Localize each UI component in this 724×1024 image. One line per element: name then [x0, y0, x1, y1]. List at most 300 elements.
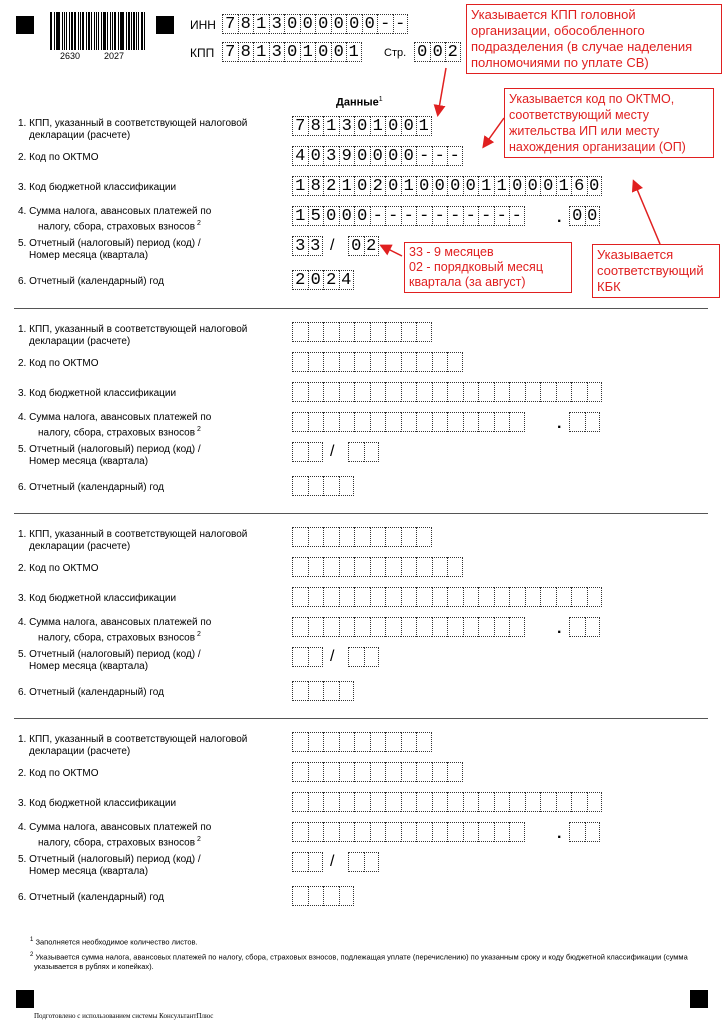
digit-cell[interactable]: 3: [269, 14, 285, 34]
digit-cell[interactable]: [292, 822, 308, 842]
digit-cell[interactable]: 1: [556, 176, 572, 196]
digit-cell[interactable]: 1: [300, 42, 316, 62]
field-kpp[interactable]: [292, 322, 432, 342]
digit-cell[interactable]: [308, 412, 324, 432]
digit-cell[interactable]: [509, 587, 525, 607]
digit-cell[interactable]: 1: [401, 176, 417, 196]
digit-cell[interactable]: [339, 352, 355, 372]
digit-cell[interactable]: [339, 732, 355, 752]
field-period-code[interactable]: [292, 852, 323, 872]
digit-cell[interactable]: 0: [463, 176, 479, 196]
digit-cell[interactable]: 0: [401, 116, 417, 136]
digit-cell[interactable]: 0: [315, 42, 331, 62]
digit-cell[interactable]: [323, 412, 339, 432]
digit-cell[interactable]: [401, 587, 417, 607]
digit-cell[interactable]: 2: [364, 236, 380, 256]
digit-cell[interactable]: 7: [292, 116, 308, 136]
digit-cell[interactable]: [339, 322, 355, 342]
field-sum-kopecks[interactable]: [569, 206, 600, 226]
digit-cell[interactable]: [463, 587, 479, 607]
digit-cell[interactable]: 2: [323, 176, 339, 196]
digit-cell[interactable]: [339, 792, 355, 812]
digit-cell[interactable]: 0: [331, 42, 347, 62]
digit-cell[interactable]: [385, 382, 401, 402]
digit-cell[interactable]: [339, 476, 355, 496]
digit-cell[interactable]: [569, 617, 585, 637]
digit-cell[interactable]: -: [478, 206, 494, 226]
field-period-month[interactable]: [348, 442, 379, 462]
digit-cell[interactable]: [292, 587, 308, 607]
digit-cell[interactable]: [571, 587, 587, 607]
digit-cell[interactable]: -: [370, 206, 386, 226]
field-period-month[interactable]: [348, 852, 379, 872]
digit-cell[interactable]: [339, 382, 355, 402]
field-year[interactable]: [292, 476, 354, 496]
digit-cell[interactable]: -: [416, 146, 432, 166]
digit-cell[interactable]: [339, 681, 355, 701]
digit-cell[interactable]: -: [401, 206, 417, 226]
digit-cell[interactable]: 0: [370, 146, 386, 166]
digit-cell[interactable]: 0: [585, 206, 601, 226]
field-sum-kopecks[interactable]: [569, 822, 600, 842]
digit-cell[interactable]: [354, 527, 370, 547]
digit-cell[interactable]: 0: [416, 176, 432, 196]
digit-cell[interactable]: 1: [292, 176, 308, 196]
digit-cell[interactable]: [292, 412, 308, 432]
digit-cell[interactable]: [478, 382, 494, 402]
digit-cell[interactable]: [401, 557, 417, 577]
digit-cell[interactable]: [323, 352, 339, 372]
digit-cell[interactable]: [447, 617, 463, 637]
digit-cell[interactable]: [587, 792, 603, 812]
digit-cell[interactable]: [494, 822, 510, 842]
digit-cell[interactable]: [401, 527, 417, 547]
digit-cell[interactable]: 0: [331, 14, 347, 34]
field-oktmo[interactable]: [292, 557, 463, 577]
digit-cell[interactable]: [432, 557, 448, 577]
digit-cell[interactable]: [416, 557, 432, 577]
field-sum-rubles[interactable]: [292, 412, 525, 432]
digit-cell[interactable]: 0: [284, 42, 300, 62]
digit-cell[interactable]: 0: [315, 14, 331, 34]
digit-cell[interactable]: [416, 527, 432, 547]
digit-cell[interactable]: [308, 681, 324, 701]
digit-cell[interactable]: 0: [385, 116, 401, 136]
digit-cell[interactable]: [339, 412, 355, 432]
digit-cell[interactable]: [308, 587, 324, 607]
digit-cell[interactable]: 0: [323, 206, 339, 226]
digit-cell[interactable]: [292, 852, 308, 872]
field-sum-kopecks[interactable]: [569, 412, 600, 432]
digit-cell[interactable]: [463, 412, 479, 432]
digit-cell[interactable]: [292, 322, 308, 342]
digit-cell[interactable]: [509, 792, 525, 812]
digit-cell[interactable]: 0: [354, 116, 370, 136]
digit-cell[interactable]: [416, 382, 432, 402]
digit-cell[interactable]: 0: [385, 176, 401, 196]
digit-cell[interactable]: [370, 322, 386, 342]
digit-cell[interactable]: 4: [339, 270, 355, 290]
digit-cell[interactable]: [354, 732, 370, 752]
digit-cell[interactable]: [463, 822, 479, 842]
field-year[interactable]: [292, 681, 354, 701]
digit-cell[interactable]: [308, 322, 324, 342]
digit-cell[interactable]: [370, 792, 386, 812]
digit-cell[interactable]: 0: [346, 14, 362, 34]
digit-cell[interactable]: [292, 762, 308, 782]
digit-cell[interactable]: 6: [571, 176, 587, 196]
digit-cell[interactable]: [540, 382, 556, 402]
digit-cell[interactable]: [370, 762, 386, 782]
digit-cell[interactable]: [348, 852, 364, 872]
digit-cell[interactable]: [556, 792, 572, 812]
digit-cell[interactable]: [587, 587, 603, 607]
digit-cell[interactable]: [370, 557, 386, 577]
digit-cell[interactable]: [585, 412, 601, 432]
digit-cell[interactable]: [432, 587, 448, 607]
digit-cell[interactable]: [364, 442, 380, 462]
digit-cell[interactable]: [385, 557, 401, 577]
digit-cell[interactable]: [540, 587, 556, 607]
digit-cell[interactable]: 1: [339, 176, 355, 196]
digit-cell[interactable]: [292, 442, 308, 462]
digit-cell[interactable]: [292, 352, 308, 372]
digit-cell[interactable]: 9: [339, 146, 355, 166]
digit-cell[interactable]: 8: [308, 176, 324, 196]
digit-cell[interactable]: [308, 886, 324, 906]
digit-cell[interactable]: [401, 352, 417, 372]
digit-cell[interactable]: [339, 822, 355, 842]
digit-cell[interactable]: -: [416, 206, 432, 226]
digit-cell[interactable]: [308, 527, 324, 547]
digit-cell[interactable]: [323, 527, 339, 547]
digit-cell[interactable]: 2: [370, 176, 386, 196]
digit-cell[interactable]: 1: [292, 206, 308, 226]
digit-cell[interactable]: [447, 412, 463, 432]
digit-cell[interactable]: [585, 617, 601, 637]
digit-cell[interactable]: -: [432, 206, 448, 226]
digit-cell[interactable]: [385, 792, 401, 812]
digit-cell[interactable]: [323, 886, 339, 906]
digit-cell[interactable]: [540, 792, 556, 812]
digit-cell[interactable]: [416, 322, 432, 342]
digit-cell[interactable]: [494, 617, 510, 637]
digit-cell[interactable]: -: [494, 206, 510, 226]
field-oktmo[interactable]: [292, 146, 463, 166]
digit-cell[interactable]: 8: [238, 42, 254, 62]
digit-cell[interactable]: [401, 412, 417, 432]
digit-cell[interactable]: [370, 352, 386, 372]
digit-cell[interactable]: [525, 587, 541, 607]
digit-cell[interactable]: 5: [308, 206, 324, 226]
digit-cell[interactable]: [478, 617, 494, 637]
digit-cell[interactable]: [348, 442, 364, 462]
digit-cell[interactable]: [370, 587, 386, 607]
digit-cell[interactable]: [478, 412, 494, 432]
digit-cell[interactable]: 0: [430, 42, 446, 62]
digit-cell[interactable]: 3: [292, 236, 308, 256]
digit-cell[interactable]: 0: [362, 14, 378, 34]
digit-cell[interactable]: [416, 732, 432, 752]
digit-cell[interactable]: 0: [300, 14, 316, 34]
digit-cell[interactable]: [308, 852, 324, 872]
digit-cell[interactable]: 3: [323, 146, 339, 166]
digit-cell[interactable]: [308, 732, 324, 752]
digit-cell[interactable]: [525, 792, 541, 812]
digit-cell[interactable]: [308, 822, 324, 842]
digit-cell[interactable]: [308, 647, 324, 667]
digit-cell[interactable]: [354, 822, 370, 842]
field-period-month[interactable]: [348, 647, 379, 667]
digit-cell[interactable]: [478, 587, 494, 607]
digit-cell[interactable]: [348, 647, 364, 667]
digit-cell[interactable]: 1: [370, 116, 386, 136]
digit-cell[interactable]: [354, 322, 370, 342]
digit-cell[interactable]: [478, 822, 494, 842]
digit-cell[interactable]: [416, 617, 432, 637]
digit-cell[interactable]: [370, 527, 386, 547]
field-oktmo[interactable]: [292, 762, 463, 782]
digit-cell[interactable]: [432, 617, 448, 637]
digit-cell[interactable]: 2: [445, 42, 461, 62]
digit-cell[interactable]: [308, 352, 324, 372]
digit-cell[interactable]: 0: [308, 270, 324, 290]
field-kpp[interactable]: [292, 732, 432, 752]
digit-cell[interactable]: [339, 587, 355, 607]
field-kpp[interactable]: [292, 527, 432, 547]
digit-cell[interactable]: [494, 792, 510, 812]
field-period-code[interactable]: [292, 236, 323, 256]
digit-cell[interactable]: [308, 762, 324, 782]
digit-cell[interactable]: [364, 647, 380, 667]
digit-cell[interactable]: [292, 382, 308, 402]
field-period-month[interactable]: [348, 236, 379, 256]
digit-cell[interactable]: 0: [525, 176, 541, 196]
digit-cell[interactable]: -: [385, 206, 401, 226]
field-period-code[interactable]: [292, 647, 323, 667]
field-period-code[interactable]: [292, 442, 323, 462]
digit-cell[interactable]: -: [463, 206, 479, 226]
digit-cell[interactable]: [323, 792, 339, 812]
digit-cell[interactable]: [339, 527, 355, 547]
digit-cell[interactable]: [354, 557, 370, 577]
digit-cell[interactable]: [401, 792, 417, 812]
digit-cell[interactable]: [571, 382, 587, 402]
digit-cell[interactable]: 3: [308, 236, 324, 256]
digit-cell[interactable]: [354, 352, 370, 372]
digit-cell[interactable]: [432, 792, 448, 812]
digit-cell[interactable]: 1: [253, 42, 269, 62]
digit-cell[interactable]: [463, 792, 479, 812]
field-kbk[interactable]: [292, 382, 602, 402]
digit-cell[interactable]: -: [432, 146, 448, 166]
digit-cell[interactable]: 0: [401, 146, 417, 166]
digit-cell[interactable]: 1: [323, 116, 339, 136]
digit-cell[interactable]: [292, 557, 308, 577]
digit-cell[interactable]: [323, 587, 339, 607]
digit-cell[interactable]: [494, 587, 510, 607]
digit-cell[interactable]: 7: [222, 14, 238, 34]
digit-cell[interactable]: 0: [447, 176, 463, 196]
digit-cell[interactable]: [525, 382, 541, 402]
digit-cell[interactable]: [463, 382, 479, 402]
digit-cell[interactable]: [509, 382, 525, 402]
digit-cell[interactable]: [323, 557, 339, 577]
digit-cell[interactable]: 0: [587, 176, 603, 196]
digit-cell[interactable]: 0: [569, 206, 585, 226]
digit-cell[interactable]: [323, 382, 339, 402]
digit-cell[interactable]: 0: [385, 146, 401, 166]
digit-cell[interactable]: 8: [238, 14, 254, 34]
digit-cell[interactable]: [401, 762, 417, 782]
digit-cell[interactable]: [385, 412, 401, 432]
digit-cell[interactable]: [401, 822, 417, 842]
digit-cell[interactable]: [370, 412, 386, 432]
digit-cell[interactable]: [385, 587, 401, 607]
digit-cell[interactable]: [447, 557, 463, 577]
digit-cell[interactable]: [292, 886, 308, 906]
field-sum-kopecks[interactable]: [569, 617, 600, 637]
digit-cell[interactable]: [308, 382, 324, 402]
digit-cell[interactable]: [432, 822, 448, 842]
digit-cell[interactable]: [308, 792, 324, 812]
digit-cell[interactable]: [370, 822, 386, 842]
digit-cell[interactable]: [401, 382, 417, 402]
field-oktmo[interactable]: [292, 352, 463, 372]
digit-cell[interactable]: [370, 732, 386, 752]
digit-cell[interactable]: -: [447, 206, 463, 226]
digit-cell[interactable]: [385, 527, 401, 547]
digit-cell[interactable]: [354, 382, 370, 402]
digit-cell[interactable]: [308, 557, 324, 577]
field-kpp[interactable]: [292, 116, 432, 136]
digit-cell[interactable]: [370, 382, 386, 402]
digit-cell[interactable]: [385, 352, 401, 372]
digit-cell[interactable]: [585, 822, 601, 842]
digit-cell[interactable]: 1: [478, 176, 494, 196]
digit-cell[interactable]: [339, 617, 355, 637]
digit-cell[interactable]: [416, 412, 432, 432]
digit-cell[interactable]: [354, 762, 370, 782]
digit-cell[interactable]: [292, 732, 308, 752]
digit-cell[interactable]: 0: [540, 176, 556, 196]
digit-cell[interactable]: [323, 681, 339, 701]
digit-cell[interactable]: [432, 762, 448, 782]
digit-cell[interactable]: 0: [354, 146, 370, 166]
digit-cell[interactable]: [354, 412, 370, 432]
digit-cell[interactable]: 8: [308, 116, 324, 136]
digit-cell[interactable]: [385, 322, 401, 342]
digit-cell[interactable]: [509, 412, 525, 432]
digit-cell[interactable]: [447, 352, 463, 372]
digit-cell[interactable]: [385, 762, 401, 782]
digit-cell[interactable]: [478, 792, 494, 812]
digit-cell[interactable]: [432, 412, 448, 432]
digit-cell[interactable]: [323, 617, 339, 637]
digit-cell[interactable]: [323, 822, 339, 842]
digit-cell[interactable]: [416, 822, 432, 842]
digit-cell[interactable]: [447, 382, 463, 402]
digit-cell[interactable]: 0: [354, 176, 370, 196]
digit-cell[interactable]: [308, 476, 324, 496]
digit-cell[interactable]: -: [447, 146, 463, 166]
digit-cell[interactable]: 0: [354, 206, 370, 226]
digit-cell[interactable]: [416, 762, 432, 782]
digit-cell[interactable]: [385, 732, 401, 752]
digit-cell[interactable]: [339, 886, 355, 906]
digit-cell[interactable]: [339, 557, 355, 577]
digit-cell[interactable]: [292, 681, 308, 701]
digit-cell[interactable]: 0: [432, 176, 448, 196]
digit-cell[interactable]: [354, 617, 370, 637]
digit-cell[interactable]: 1: [494, 176, 510, 196]
digit-cell[interactable]: 2: [323, 270, 339, 290]
digit-cell[interactable]: 0: [284, 14, 300, 34]
digit-cell[interactable]: [416, 587, 432, 607]
digit-cell[interactable]: 2: [292, 270, 308, 290]
digit-cell[interactable]: [432, 382, 448, 402]
field-year[interactable]: [292, 886, 354, 906]
digit-cell[interactable]: [401, 322, 417, 342]
field-sum-rubles[interactable]: [292, 617, 525, 637]
digit-cell[interactable]: [416, 792, 432, 812]
digit-cell[interactable]: [354, 792, 370, 812]
digit-cell[interactable]: [308, 617, 324, 637]
digit-cell[interactable]: 3: [339, 116, 355, 136]
digit-cell[interactable]: [401, 617, 417, 637]
digit-cell[interactable]: [509, 822, 525, 842]
digit-cell[interactable]: [447, 822, 463, 842]
digit-cell[interactable]: 4: [292, 146, 308, 166]
digit-cell[interactable]: [569, 412, 585, 432]
digit-cell[interactable]: [292, 617, 308, 637]
digit-cell[interactable]: 1: [253, 14, 269, 34]
field-sum-rubles[interactable]: [292, 822, 525, 842]
digit-cell[interactable]: 0: [348, 236, 364, 256]
digit-cell[interactable]: [370, 617, 386, 637]
digit-cell[interactable]: [416, 352, 432, 372]
digit-cell[interactable]: [339, 762, 355, 782]
digit-cell[interactable]: [447, 587, 463, 607]
digit-cell[interactable]: 7: [222, 42, 238, 62]
digit-cell[interactable]: [292, 647, 308, 667]
digit-cell[interactable]: [385, 617, 401, 637]
digit-cell[interactable]: [364, 852, 380, 872]
digit-cell[interactable]: [292, 527, 308, 547]
digit-cell[interactable]: [323, 322, 339, 342]
digit-cell[interactable]: [509, 617, 525, 637]
field-year[interactable]: [292, 270, 354, 290]
digit-cell[interactable]: [447, 792, 463, 812]
digit-cell[interactable]: 3: [269, 42, 285, 62]
digit-cell[interactable]: [323, 476, 339, 496]
digit-cell[interactable]: [587, 382, 603, 402]
digit-cell[interactable]: [401, 732, 417, 752]
digit-cell[interactable]: [571, 792, 587, 812]
field-kbk[interactable]: [292, 587, 602, 607]
digit-cell[interactable]: [323, 762, 339, 782]
digit-cell[interactable]: 1: [416, 116, 432, 136]
field-kbk[interactable]: [292, 792, 602, 812]
digit-cell[interactable]: 0: [509, 176, 525, 196]
digit-cell[interactable]: [385, 822, 401, 842]
digit-cell[interactable]: [354, 587, 370, 607]
digit-cell[interactable]: [494, 382, 510, 402]
digit-cell[interactable]: [494, 412, 510, 432]
digit-cell[interactable]: -: [393, 14, 409, 34]
digit-cell[interactable]: -: [509, 206, 525, 226]
digit-cell[interactable]: [308, 442, 324, 462]
